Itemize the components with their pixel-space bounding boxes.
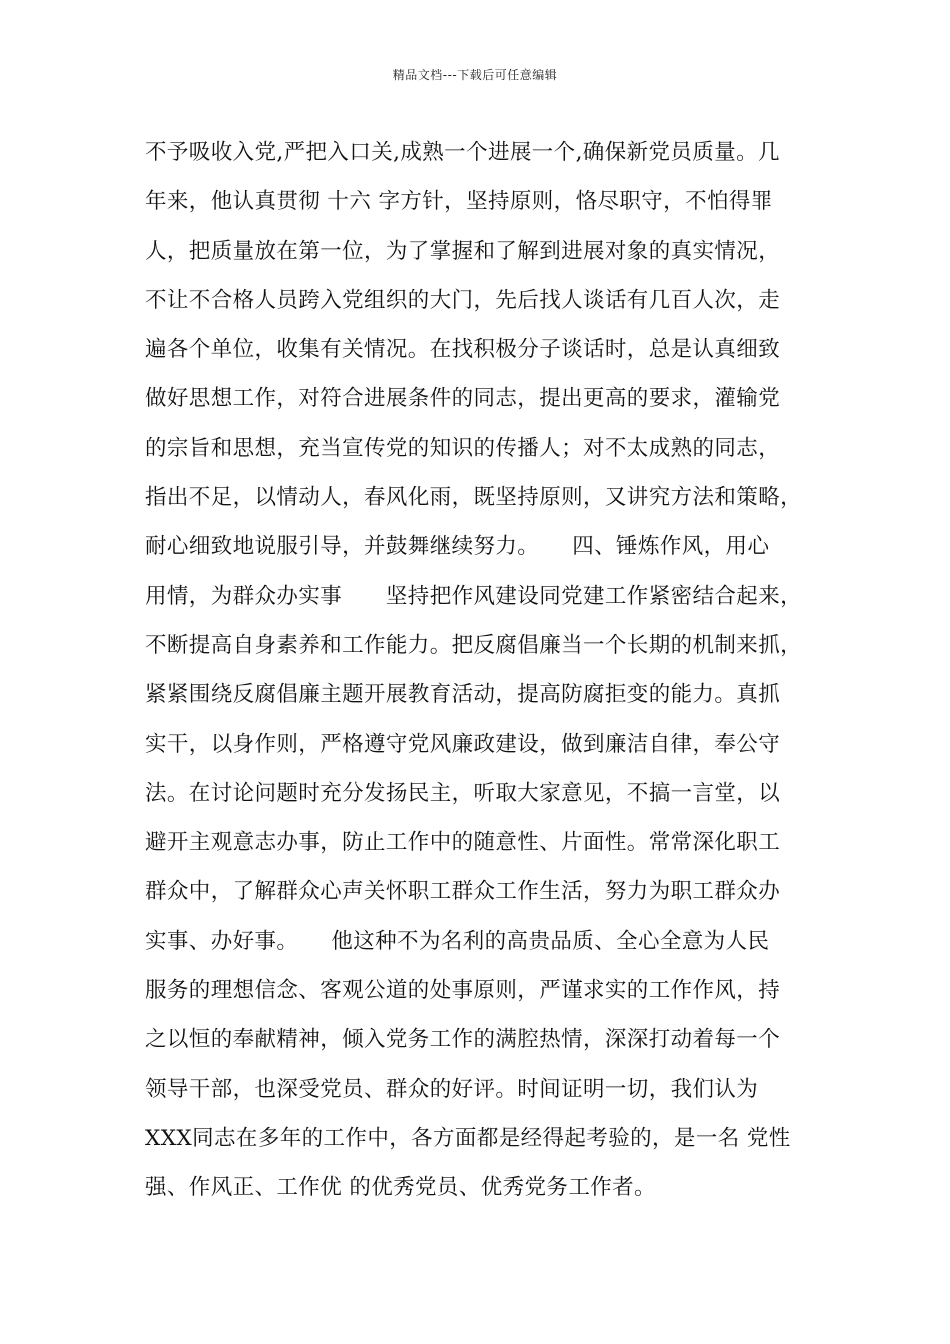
paragraph-line: 年来，他认真贯彻 十六 字方针，坚持原则，恪尽职守，不怕得罪 xyxy=(145,189,773,215)
paragraph-line: XXX同志在多年的工作中，各方面都是经得起考验的，是一名 党性 xyxy=(145,1125,791,1151)
paragraph-line: 人，把质量放在第一位，为了掌握和了解到进展对象的真实情况， xyxy=(145,238,781,264)
paragraph-line: 强、作风正、工作优 的优秀党员、优秀党务工作者。 xyxy=(145,1175,656,1201)
paragraph-line: 法。在讨论问题时充分发扬民主，听取大家意见，不搞一言堂，以 xyxy=(145,780,781,806)
paragraph-line: 用情，为群众办实事 坚持把作风建设同党建工作紧密结合起来， xyxy=(145,583,803,609)
document-body xyxy=(145,134,825,1219)
paragraph-line: 不让不合格人员跨入党组织的大门，先后找人谈话有几百人次，走 xyxy=(145,287,781,313)
paragraph-line: 遍各个单位，收集有关情况。在找积极分子谈话时，总是认真细致 xyxy=(145,337,781,363)
paragraph-line: 实事、办好事。 他这种不为名利的高贵品质、全心全意为人民 xyxy=(145,928,770,954)
paragraph-line: 实干，以身作则，严格遵守党风廉政建设，做到廉洁自律，奉公守 xyxy=(145,731,781,757)
paragraph-line: 做好思想工作，对符合进展条件的同志，提出更高的要求，灌输党 xyxy=(145,386,781,412)
paragraph-line: 之以恒的奉献精神，倾入党务工作的满腔热情，深深打动着每一个 xyxy=(145,1027,781,1053)
page-header: 精品文档---下载后可任意编辑 xyxy=(392,68,558,82)
paragraph-line: 耐心细致地说服引导，并鼓舞继续努力。 四、锤炼作风，用心 xyxy=(145,534,770,560)
paragraph-line: 领导干部，也深受党员、群众的好评。时间证明一切，我们认为 xyxy=(145,1076,759,1102)
paragraph-line: 的宗旨和思想，充当宣传党的知识的传播人；对不太成熟的同志， xyxy=(145,435,781,461)
paragraph-line: 服务的理想信念、客观公道的处事原则，严谨求实的工作作风，持 xyxy=(145,978,781,1004)
paragraph-line: 指出不足，以情动人，春风化雨，既坚持原则，又讲究方法和策略， xyxy=(145,485,803,511)
paragraph-line: 群众中，了解群众心声关怀职工群众工作生活，努力为职工群众办 xyxy=(145,879,781,905)
paragraph-line: 紧紧围绕反腐倡廉主题开展教育活动，提高防腐拒变的能力。真抓 xyxy=(145,682,781,708)
paragraph-line: 不断提高自身素养和工作能力。把反腐倡廉当一个长期的机制来抓， xyxy=(145,632,803,658)
paragraph-line: 不予吸收入党,严把入口关,成熟一个进展一个,确保新党员质量。几 xyxy=(145,140,780,165)
paragraph-line: 避开主观意志办事，防止工作中的随意性、片面性。常常深化职工 xyxy=(145,830,781,856)
